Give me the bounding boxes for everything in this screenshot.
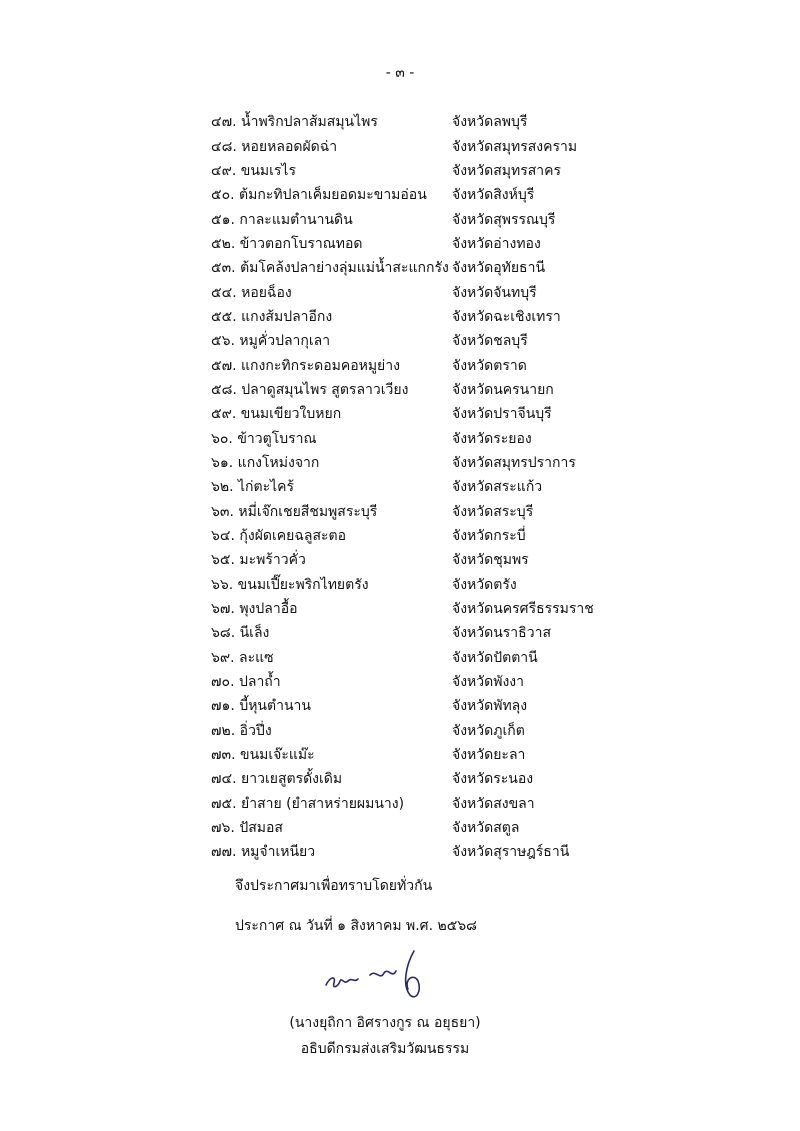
- dish-name: ๗๖. ปัสมอส: [211, 820, 283, 837]
- list-item: [211, 110, 631, 134]
- province-name: จังหวัดระยอง: [452, 430, 532, 447]
- list-item: [211, 475, 631, 499]
- list-item: [211, 792, 631, 816]
- dish-name: ๕๒. ข้าวตอกโบราณทอด: [211, 235, 363, 252]
- province-name: จังหวัดชุมพร: [452, 552, 529, 569]
- list-item: [211, 719, 631, 743]
- list-item: [211, 159, 631, 183]
- province-name: จังหวัดภูเก็ต: [452, 722, 525, 739]
- province-name: จังหวัดระนอง: [452, 771, 534, 788]
- province-name: จังหวัดสตูล: [452, 820, 520, 837]
- province-name: จังหวัดนครนายก: [452, 381, 554, 398]
- dish-name: ๕๓. ต้มโคล้งปลาย่างลุ่มแม่น้ำสะแกกรัง: [211, 260, 449, 277]
- dish-name: ๗๔. ยาวเยสูตรดั้งเดิม: [211, 771, 343, 788]
- list-item: [211, 402, 631, 426]
- province-name: จังหวัดชลบุรี: [452, 333, 528, 350]
- dish-name: ๕๙. ขนมเขียวใบหยก: [211, 406, 342, 423]
- province-name: จังหวัดฉะเชิงเทรา: [452, 308, 561, 325]
- province-name: จังหวัดตรัง: [452, 576, 517, 593]
- province-name: จังหวัดอ่างทอง: [452, 235, 541, 252]
- province-name: จังหวัดกระบี่: [452, 528, 526, 545]
- province-name: จังหวัดสงขลา: [452, 795, 535, 812]
- announcement-date: ประกาศ ณ วันที่ ๑ สิงหาคม พ.ศ. ๒๕๖๘: [235, 918, 477, 934]
- dish-name: ๖๐. ข้าวตูโบราณ: [211, 430, 317, 447]
- dish-name: ๗๗. หมูจำเหนียว: [211, 844, 316, 861]
- list-item: [211, 280, 631, 304]
- dish-name: ๗๐. ปลาถ้ำ: [211, 674, 281, 691]
- province-name: จังหวัดสระแก้ว: [452, 479, 543, 496]
- dish-name: ๖๕. มะพร้าวคั่ว: [211, 552, 306, 569]
- province-name: จังหวัดยะลา: [452, 747, 526, 764]
- dish-name: ๕๕. แกงส้มปลาอีกง: [211, 308, 333, 325]
- province-name: จังหวัดสมุทรสงคราม: [452, 138, 578, 155]
- province-name: จังหวัดอุทัยธานี: [452, 260, 546, 277]
- list-item: [211, 329, 631, 353]
- dish-name: ๔๙. ขนมเรไร: [211, 162, 296, 179]
- dish-name: ๗๓. ขนมเจ๊ะแม๊ะ: [211, 747, 315, 764]
- list-item: [211, 500, 631, 524]
- list-item: [211, 597, 631, 621]
- list-item: [211, 621, 631, 645]
- province-name: จังหวัดลพบุรี: [452, 114, 528, 131]
- province-name: จังหวัดนราธิวาส: [452, 625, 551, 642]
- list-item: [211, 816, 631, 840]
- list-item: [211, 548, 631, 572]
- province-name: จังหวัดสมุทรสาคร: [452, 162, 562, 179]
- dish-name: ๗๕. ยำสาย (ยำสาหร่ายผมนาง): [211, 795, 405, 812]
- dish-list: [211, 110, 631, 865]
- dish-name: ๖๘. นีเล็ง: [211, 625, 270, 642]
- dish-name: ๔๘. หอยหลอดผัดฉ่า: [211, 138, 338, 155]
- province-name: จังหวัดนครศรีธรรมราช: [452, 601, 594, 618]
- dish-name: ๕๖. หมูคั่วปลากุเลา: [211, 333, 331, 350]
- list-item: [211, 670, 631, 694]
- signer-title: อธิบดีกรมส่งเสริมวัฒนธรรม: [300, 1041, 470, 1057]
- dish-name: ๕๗. แกงกะทิกระดอมคอหมูย่าง: [211, 357, 400, 374]
- list-item: [211, 743, 631, 767]
- dish-name: ๖๖. ขนมเปี๊ยะพริกไทยตรัง: [211, 576, 369, 593]
- list-item: [211, 694, 631, 718]
- list-item: [211, 451, 631, 475]
- dish-name: ๕๑. กาละแมตำนานดิน: [211, 211, 353, 228]
- list-item: [211, 353, 631, 377]
- dish-name: ๖๒. ไก่ตะไคร้: [211, 479, 295, 496]
- dish-name: ๕๐. ต้มกะทิปลาเค็มยอดมะขามอ่อน: [211, 187, 427, 204]
- signature-image: [318, 945, 438, 1005]
- list-item: [211, 573, 631, 597]
- dish-name: ๔๗. น้ำพริกปลาส้มสมุนไพร: [211, 114, 378, 131]
- dish-name: ๖๔. กุ้งผัดเคยฉลูสะตอ: [211, 528, 347, 545]
- dish-name: ๖๑. แกงโหม่งจาก: [211, 454, 320, 471]
- dish-name: ๖๗. พุงปลาอื้อ: [211, 601, 298, 618]
- province-name: จังหวัดสิงห์บุรี: [452, 187, 535, 204]
- list-item: [211, 767, 631, 791]
- list-item: [211, 134, 631, 158]
- province-name: จังหวัดพัทลุง: [452, 698, 528, 715]
- province-name: จังหวัดพังงา: [452, 674, 524, 691]
- dish-name: ๗๒. อิ่วปึ่ง: [211, 722, 272, 739]
- list-item: [211, 232, 631, 256]
- list-item: [211, 207, 631, 231]
- dish-name: ๕๔. หอยฉ็อง: [211, 284, 292, 301]
- list-item: [211, 840, 631, 864]
- closing-statement: จึงประกาศมาเพื่อทราบโดยทั่วกัน: [235, 878, 433, 894]
- dish-name: ๕๘. ปลาดูสมุนไพร สูตรลาวเวียง: [211, 381, 409, 398]
- dish-name: ๖๓. หมี่เจ๊กเชยสีชมพูสระบุรี: [211, 503, 378, 520]
- page-number: - ๓ -: [385, 65, 415, 81]
- province-name: จังหวัดสุราษฎร์ธานี: [452, 844, 570, 861]
- dish-name: ๖๙. ละแซ: [211, 649, 274, 666]
- province-name: จังหวัดสมุทรปราการ: [452, 454, 576, 471]
- province-name: จังหวัดจันทบุรี: [452, 284, 537, 301]
- list-item: [211, 426, 631, 450]
- dish-name: ๗๑. บี้หุนตำนาน: [211, 698, 311, 715]
- list-item: [211, 183, 631, 207]
- list-item: [211, 305, 631, 329]
- province-name: จังหวัดปราจีนบุรี: [452, 406, 552, 423]
- province-name: จังหวัดตราด: [452, 357, 527, 374]
- list-item: [211, 378, 631, 402]
- province-name: จังหวัดปัตตานี: [452, 649, 538, 666]
- province-name: จังหวัดสระบุรี: [452, 503, 534, 520]
- list-item: [211, 256, 631, 280]
- signer-name: (นางยุถิกา อิศรางกูร ณ อยุธยา): [289, 1015, 481, 1031]
- list-item: [211, 646, 631, 670]
- province-name: จังหวัดสุพรรณบุรี: [452, 211, 556, 228]
- list-item: [211, 524, 631, 548]
